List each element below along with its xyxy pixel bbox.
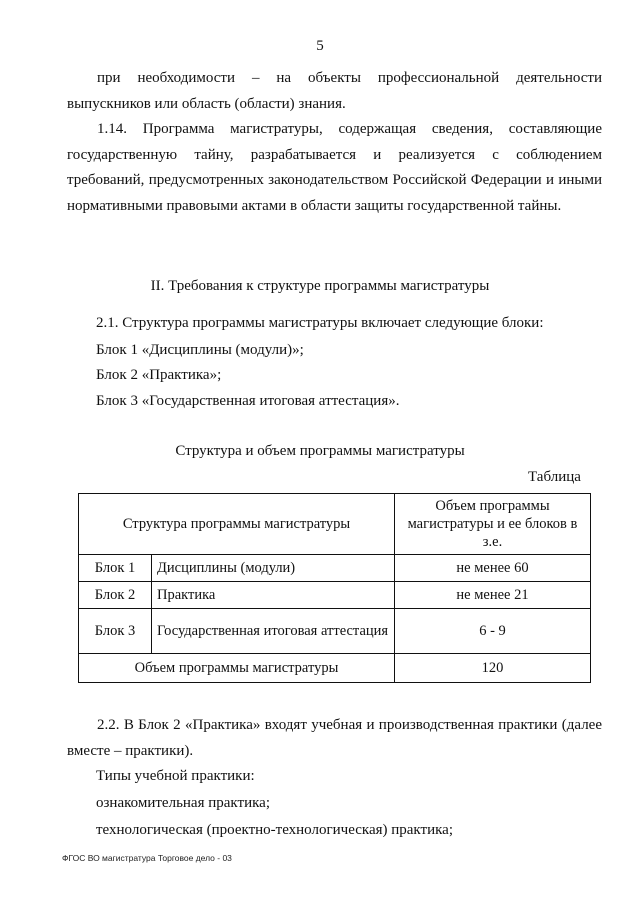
block-value-cell: не менее 21 (395, 582, 591, 609)
header-structure-cell: Структура программы магистратуры (79, 494, 395, 555)
block-cell: Блок 2 (79, 582, 152, 609)
block-2-item: Блок 2 «Практика»; (96, 367, 222, 383)
block-cell: Блок 3 (79, 609, 152, 654)
paragraph-2-2: 2.2. В Блок 2 «Практика» входят учебная и производственная практики (далее вместе – практики). (67, 717, 602, 759)
table-row (79, 609, 591, 654)
paragraph-2-1: 2.1. Структура программы магистратуры включает следующие блоки: (96, 315, 544, 331)
header-volume-cell: Объем программы магистратуры и ее блоков в з.е. (395, 494, 591, 555)
table-total-row (79, 654, 591, 683)
block-1-item: Блок 1 «Дисциплины (модули)»; (96, 342, 304, 358)
page-number: 5 (316, 38, 324, 54)
structure-table (78, 493, 591, 683)
paragraph-1-14: 1.14. Программа магистратуры, содержащая сведения, составляющие государственную тайну, разрабатывается и реализуется с соблюдением требований, предусмотренных законодательством Российской Федерации и иными нормативными правовыми актами в области защиты государственной тайны. (67, 121, 602, 214)
table-title: Структура и объем программы магистратуры (175, 443, 465, 459)
total-value-cell: 120 (395, 654, 591, 683)
block-value-cell: не менее 60 (395, 555, 591, 582)
block-name-cell: Дисциплины (модули) (152, 555, 395, 582)
block-value-cell: 6 - 9 (395, 609, 591, 654)
practice-type-1: ознакомительная практика; (96, 795, 270, 811)
block-3-item: Блок 3 «Государственная итоговая аттестация». (96, 393, 400, 409)
total-label-cell: Объем программы магистратуры (79, 654, 395, 683)
footer-note: ФГОС ВО магистратура Торговое дело - 03 (62, 853, 232, 863)
practice-type-2: технологическая (проектно-технологическая) практика; (96, 822, 453, 838)
table-label: Таблица (528, 469, 581, 485)
block-name-cell: Практика (152, 582, 395, 609)
table-row (79, 555, 591, 582)
practice-types-heading: Типы учебной практики: (96, 768, 255, 784)
paragraph-continuation: при необходимости – на объекты профессиональной деятельности выпускников или область (области) знания. (67, 70, 602, 112)
section-heading: II. Требования к структуре программы магистратуры (150, 278, 490, 294)
table-header-row (79, 494, 591, 555)
table-row (79, 582, 591, 609)
block-cell: Блок 1 (79, 555, 152, 582)
block-name-cell: Государственная итоговая аттестация (152, 609, 395, 654)
